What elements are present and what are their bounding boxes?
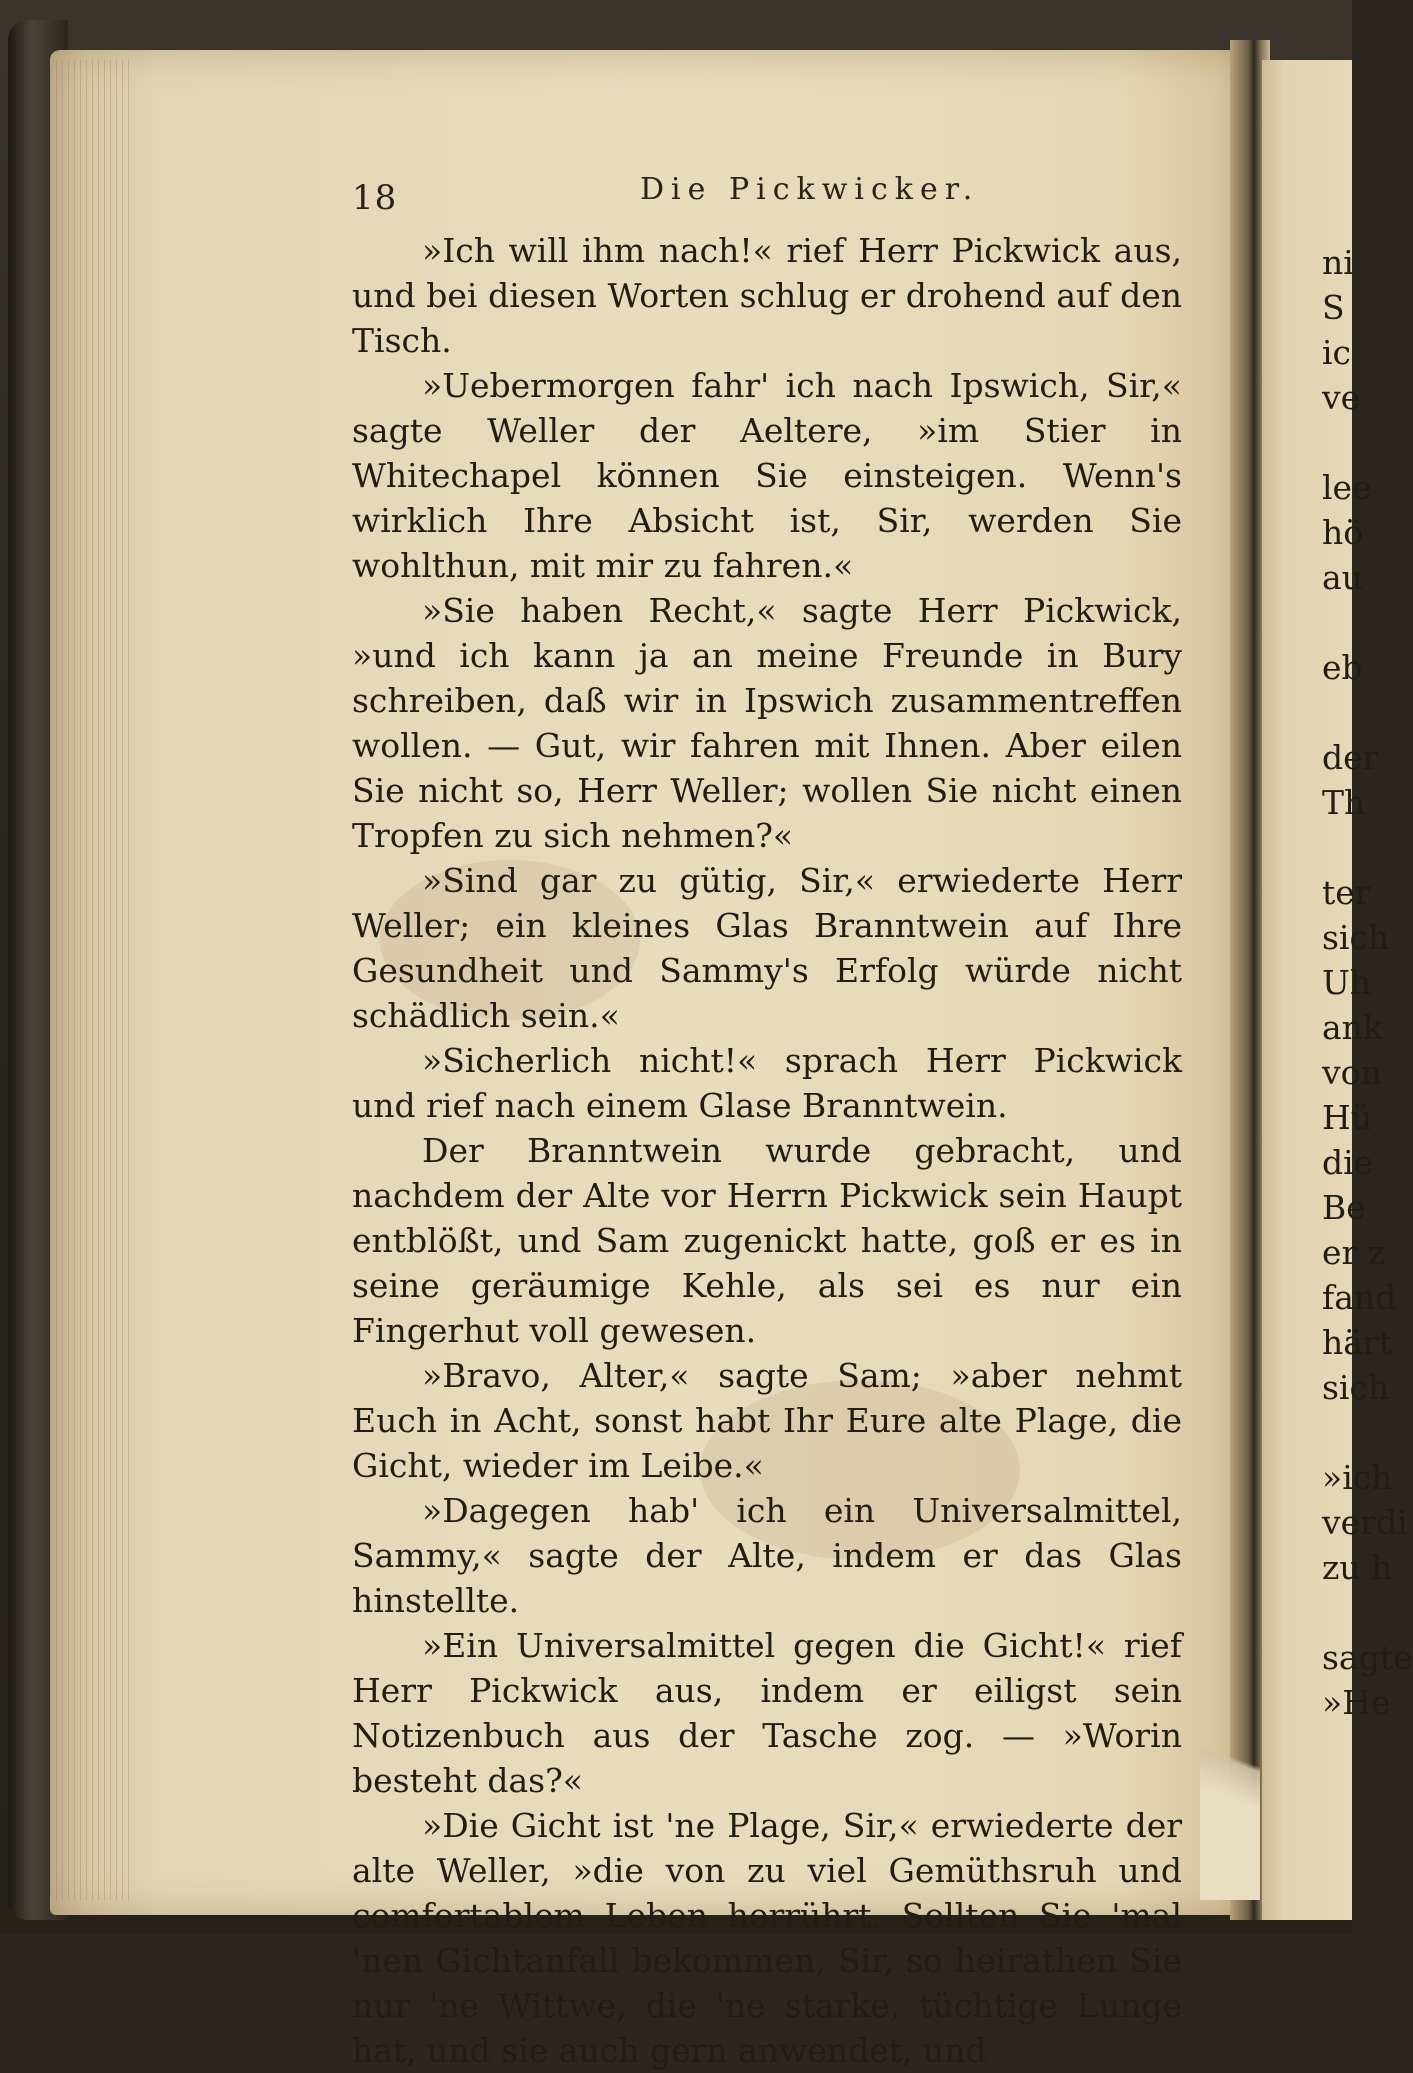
right-page-fragment: die (1322, 1143, 1374, 1182)
right-page-fragment: von (1322, 1053, 1382, 1092)
running-head: Die Pickwicker. (640, 172, 980, 207)
right-page-fragment: sich (1322, 1368, 1390, 1407)
page-stack-edges (50, 60, 130, 1900)
right-page-fragment (1322, 690, 1382, 735)
paragraph: »Sind gar zu gütig, Sir,« erwiederte Herr Weller; ein kleines Glas Branntwein auf Ihre Gesundheit und Sammy's Erfolg würde nicht schädlich sein.« (352, 861, 1182, 1035)
right-page-fragment: Uh (1322, 963, 1372, 1002)
right-page-fragment: sich (1322, 918, 1390, 957)
paragraph: »Uebermorgen fahr' ich nach Ipswich, Sir,« sagte Weller der Aeltere, »im Stier in Whitechapel können Sie einsteigen. Wenn's wirklich Ihre Absicht ist, Sir, werden Sie wohlthun, mit mir zu fahren.« (352, 366, 1182, 585)
paragraph: »Sie haben Recht,« sagte Herr Pickwick, »und ich kann ja an meine Freunde in Bury schreiben, daß wir in Ipswich zusammentreffen wollen. — Gut, wir fahren mit Ihnen. Aber eilen Sie nicht so, Herr Weller; wollen Sie nicht einen Tropfen zu sich nehmen?« (352, 591, 1182, 855)
right-page-fragment: »ich (1322, 1458, 1393, 1497)
right-page-fragment: »He (1322, 1683, 1391, 1722)
right-page-fragment: Hü (1322, 1098, 1373, 1137)
right-page-fragment: ter (1322, 873, 1371, 912)
right-page-fragment (1322, 825, 1382, 870)
right-page-fragment: ic (1322, 333, 1352, 372)
paragraph: »Ein Universalmittel gegen die Gicht!« rief Herr Pickwick aus, indem er eiligst sein Notizenbuch aus der Tasche zog. — »Worin besteht das?« (352, 1626, 1182, 1800)
paragraph: »Ich will ihm nach!« rief Herr Pickwick aus, und bei diesen Worten schlug er drohend auf den Tisch. (352, 231, 1182, 360)
right-page-fragment: lee (1322, 468, 1372, 507)
right-page-fragment: zu h (1322, 1548, 1393, 1587)
right-page-text-fragments (1322, 240, 1413, 1725)
right-page-fragment (1322, 420, 1382, 465)
page-corner-fold (1200, 1640, 1260, 1900)
right-page-fragment: Th (1322, 783, 1366, 822)
right-page-fragment: eb (1322, 648, 1363, 687)
right-page-fragment: au (1322, 558, 1363, 597)
right-page-fragment: ve (1322, 378, 1361, 417)
right-page-fragment: ank (1322, 1008, 1383, 1047)
right-page-fragment: er z (1322, 1233, 1386, 1272)
right-page-fragment: fand (1322, 1278, 1397, 1317)
right-page-fragment: sagte (1322, 1638, 1413, 1677)
right-page-fragment: härt (1322, 1323, 1392, 1362)
right-page-fragment: S (1322, 288, 1345, 327)
right-page-fragment: ni (1322, 243, 1354, 282)
right-page-fragment (1322, 600, 1382, 645)
page-number: 18 (352, 178, 398, 218)
right-page-fragment (1322, 1410, 1382, 1455)
right-page-fragment: Be (1322, 1188, 1366, 1227)
right-page-fragment: der (1322, 738, 1379, 777)
paragraph: »Dagegen hab' ich ein Universalmittel, Sammy,« sagte der Alte, indem er das Glas hinstellte. (352, 1491, 1182, 1620)
paragraph: »Die Gicht ist 'ne Plage, Sir,« erwiederte der alte Weller, »die von zu viel Gemüthsruh und comfortablem Leben herrührt. Sollten Sie 'mal 'nen Gichtanfall bekommen, Sir, so heirathen Sie nur 'ne Wittwe, die 'ne starke, tüchtige Lunge hat, und sie auch gern anwendet, und (352, 1806, 1182, 2070)
paragraph: Der Branntwein wurde gebracht, und nachdem der Alte vor Herrn Pickwick sein Haupt entblößt, und Sam zugenickt hatte, goß er es in seine geräumige Kehle, als sei es nur ein Fingerhut voll gewesen. (352, 1131, 1182, 1350)
right-page-fragment (1322, 1590, 1382, 1635)
right-page-fragment: hö (1322, 513, 1364, 552)
right-page-fragment: verdi (1322, 1503, 1408, 1542)
paragraph: »Bravo, Alter,« sagte Sam; »aber nehmt Euch in Acht, sonst habt Ihr Eure alte Plage, die Gicht, wieder im Leibe.« (352, 1356, 1182, 1485)
paragraph: »Sicherlich nicht!« sprach Herr Pickwick und rief nach einem Glase Branntwein. (352, 1041, 1182, 1125)
body-text (352, 228, 1182, 2073)
